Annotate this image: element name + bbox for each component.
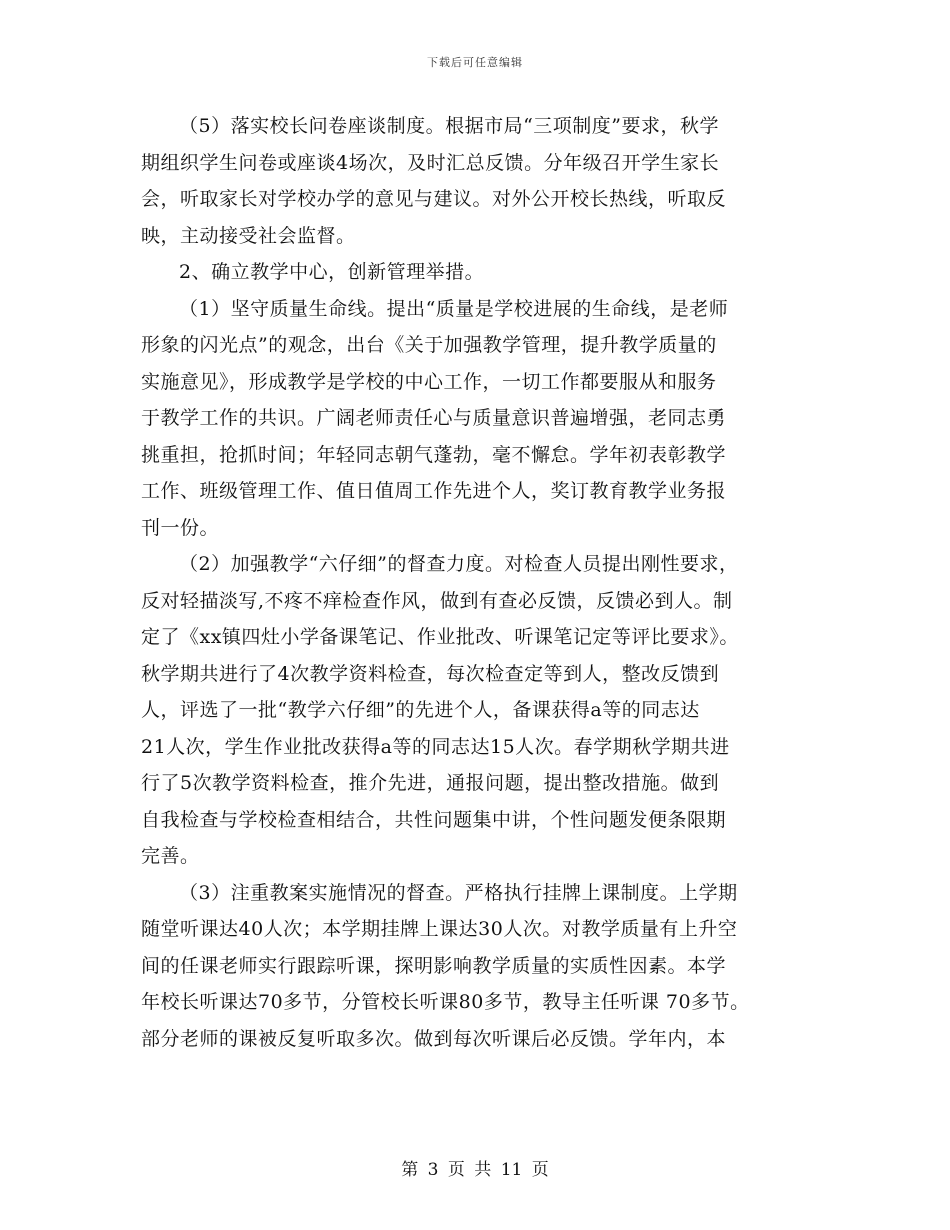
text-line: （5）落实校长问卷座谈制度。根据市局“三项制度”要求，秋学: [179, 115, 720, 137]
text-line: 映，主动接受社会监督。: [141, 224, 356, 247]
text-line: 行了5次教学资料检查，推介先进，通报问题，提出整改措施。做到: [141, 772, 720, 794]
text-line: 秋学期共进行了4次教学资料检查，每次检查定等到人，整改反馈到: [141, 662, 720, 685]
text-line: 工作、班级管理工作、值日值周工作先进个人，奖订教育教学业务报: [141, 480, 727, 502]
text-line: 定了《xx镇四灶小学备课笔记、作业批改、听课笔记定等评比要求》。: [141, 626, 739, 648]
text-line: 形象的闪光点”的观念，出台《关于加强教学管理，提升教学质量的: [141, 334, 717, 356]
text-line: 随堂听课达40人次；本学期挂牌上课达30人次。对教学质量有上升空: [141, 918, 738, 940]
text-line: （1）坚守质量生命线。提出“质量是学校进展的生命线，是老师: [179, 297, 729, 320]
text-line: 21人次，学生作业批改获得a等的同志达15人次。春学期秋学期共进: [141, 735, 730, 758]
text-line: （2）加强教学“六仔细”的督查力度。对检查人员提出刚性要求，: [179, 553, 739, 575]
text-line: 实施意见》，形成教学是学校的中心工作，一切工作都要服从和服务: [141, 370, 717, 393]
text-line: 挑重担，抢抓时间；年轻同志朝气蓬勃，毫不懈怠。学年初表彰教学: [141, 443, 727, 466]
text-line: （3）注重教案实施情况的督查。严格执行挂牌上课制度。上学期: [179, 881, 738, 904]
text-line: 期组织学生问卷或座谈4场次，及时汇总反馈。分年级召开学生家长: [141, 151, 720, 174]
text-line: 自我检查与学校检查相结合，共性问题集中讲，个性问题发便条限期: [141, 808, 727, 831]
text-line: 2、确立教学中心，创新管理举措。: [179, 261, 485, 283]
text-line: 于教学工作的共识。广阔老师责任心与质量意识普遍增强，老同志勇: [141, 407, 727, 429]
text-line: 年校长听课达70多节，分管校长听课80多节，教导主任听课 70多节。: [141, 991, 750, 1013]
text-line: 反对轻描淡写,不疼不痒检查作风，做到有查必反馈，反馈必到人。制: [141, 589, 733, 612]
text-line: 人，评选了一批“教学六仔细”的先进个人，备课获得a等的同志达: [141, 699, 700, 721]
text-line: 间的任课老师实行跟踪听课，探明影响教学质量的实质性因素。本学: [141, 954, 727, 977]
text-line: 完善。: [141, 845, 200, 867]
document-body: [141, 108, 821, 1057]
text-line: 刊一份。: [141, 516, 220, 539]
text-line: 部分老师的课被反复听取多次。做到每次听课后必反馈。学年内，本: [141, 1027, 727, 1050]
page-header-note: 下载后可任意编辑: [427, 56, 523, 69]
page-number-footer: 第 3 页 共 11 页: [401, 1160, 549, 1180]
text-line: 会，听取家长对学校办学的意见与建议。对外公开校长热线，听取反: [141, 188, 727, 210]
